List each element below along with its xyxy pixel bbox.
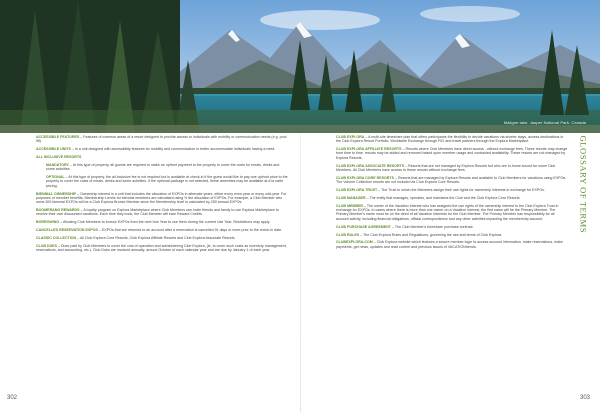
glossary-left-column [36,135,289,256]
glossary-term: CLUB DUES [36,243,57,248]
glossary-definition: – Resorts where Club Members have direct access - without exchange fees. These resorts may change from time to time, resorts may be added and removed based upon member usage and contracted availability. These resorts are not managed by Explora Resorts. [336,147,568,160]
glossary-term: BOOMERANG REWARDS [36,208,80,213]
glossary-definition: – The owner of the Vacation Interest who has assigned the use rights of the ownership interest to the Club Explora Trust in exchange for EXPOs. In cases where there is more than one owner on a Vacation Interest, the first name will be the Primary Member. The Primary Member's name must be on the deed of all Vacation Interests for the Club Member. The Primary Member has responsibility for all account activity, including financial obligations, official correspondence and any other activities impacting the membership account. [336,203,559,221]
glossary-definition: – Is a unit designed with accessibility features for mobility and communication to better accommodate individuals having a need. [70,147,276,152]
glossary-entry [336,196,568,200]
glossary-definition: – The Club Explora Rules and Regulations, governing the use and terms of Club Explora. [359,232,503,237]
glossary-term: CLUB RULES [336,232,360,237]
glossary-entry [336,147,568,160]
glossary-entry [336,164,568,173]
glossary-definition: – The entity that manages, operates, and maintains the Club and the Club Explora Core Resorts. [365,195,521,200]
glossary-term: CLUB EXPLORA AFFILIATE RESORTS [336,147,402,152]
glossary-definition: – Resorts that are not managed by Explora Resorts but who are in-home-bound for some Club Members. All Club Members have access to these resorts without exchange fees. [336,163,556,172]
glossary-definition: – Dues paid by Club Members to cover the cost of operation and administering Club Explora, (ie, to cover such costs as inventory management, reservations, and accounting, etc.). Club Dues are invoiced annually, around October of each calendar year and are due by January 1 of each year. [36,243,287,253]
glossary-term: CLUB EXPLORA [336,135,365,139]
glossary-definition: – All Club Explora Core Resorts, Club Explora Affiliate Resorts and Club Explora Associate Resorts. [76,236,236,241]
glossary-term: ACCESSIBLE UNITS [36,147,71,152]
glossary-entry [36,236,289,240]
glossary-definition: – Resorts that are managed by Explora Resorts and available to Club Members for vacations using EXPOs. The Volume Collection resorts are not included as Club Explora Core Resorts. [336,175,567,185]
page-number-right: 303 [579,395,590,401]
glossary-entry [36,135,289,144]
glossary-definition: – At this type of property, the all-inclusive fee is not required but is available at check-in if the guest would like to pay one upfront price to the property to cover the costs of meals, drinks and some activities. If the optional package is not selected, these amenities may be available at à la carte pricing. [46,175,288,188]
glossary-definition: – Ownership interest in a unit that includes the allocation of EXPOs in alternate years, either every even-year or every odd-year. For purposes of member benefits, Membership Levels for biennial members are calculated using ½ the allocation of EXPOs. For example, a Club Member who owns 300 biennial EXPOs will be a Club Explora Bronze Member since the Membership level is calculated by 250 annual EXPOs. [36,191,287,205]
glossary-entry [336,135,568,144]
glossary-term: BIENNIAL OWNERSHIP [36,191,77,196]
glossary-definition: – A loyalty program on Explora Marketplace where Club Members can invite friends and family to use Explora Marketplace to receive their own discounted vacations. Each time they book, the Club Member will earn Reward Credits. [36,208,279,217]
glossary-entry [336,176,568,185]
glossary-term: CLUB MEMBER [336,203,363,208]
glossary-definition: – At this type of property, all guests are required to make an upfront payment to the property to cover the costs for meals, drinks and some activities. [46,162,280,172]
glossary-definition: – Allowing Club Members to borrow EXPOs from the next Use Year to use them during the current Use Year. Restrictions may apply. [59,220,271,225]
glossary-term: CANCELLED RESERVATION EXPOS [36,228,98,233]
glossary-term: CLASSIC COLLECTION [36,236,77,241]
glossary-entry [336,204,568,221]
glossary-term: OPTIONAL [46,175,65,180]
glossary-term: CLUB EXPLORA ASSOCIATE RESORTS [336,163,405,168]
glossary-entry [336,240,568,249]
photo-caption: Maligne lake, Jasper National Park, Canada [503,120,586,125]
glossary-side-title [576,135,590,234]
glossary-definition: – A multi-site timeshare plan that offers participants the flexibility to decide vacations via shorter stays, access destinations in the Club Explora Resort Portfolio, Worldwide Exchange through RCI and travel partners through the Explora Marketplace. [336,135,564,144]
glossary-entry [336,188,568,192]
glossary-term: CLUB EXPLORA CORE RESORTS [336,175,394,180]
glossary-term: CLUBEXPLORA.COM [336,240,373,245]
glossary-entry [46,163,289,172]
glossary-entry [336,225,568,229]
glossary-entry [36,220,289,224]
glossary-entry [36,192,289,205]
side-title-text: GLOSSARY OF TERMS [578,135,589,234]
lake-landscape-image [0,0,600,133]
glossary-definition: – Features of common areas of a resort designed to provide access to individuals with mobility or communication needs (e.g. pool lift). [36,135,287,144]
glossary-term: CLUB PURCHASE AGREEMENT [336,224,391,229]
glossary-definition: – Club Explora website which features a secure member login to access account information, make reservations, make payments, get news, updates and read current and previous issues of VACATIONtrends. [336,240,563,249]
glossary-right-column [336,135,568,253]
glossary-entry [36,147,289,151]
glossary-definition: – EXPOs that are returned to an account after a reservation is cancelled 91 days or more prior to the check-in date. [97,228,283,233]
glossary-term: ALL INCLUSIVE RESORTS [36,155,82,160]
glossary-term: CLUB EXPLORA TRUST [336,188,378,193]
hero-photo [0,0,600,133]
glossary-entry [46,175,289,188]
glossary-term: BORROWING [36,220,60,225]
glossary-entry [36,155,289,159]
glossary-definition: – The Club Member's timeshare purchase contract. [390,224,474,229]
page-number-left: 302 [7,395,18,401]
glossary-definition: – The Trust to which the Members assign their use rights for ownership interests in exchange for EXPOs. [377,188,545,193]
glossary-term: ACCESSIBLE FEATURES [36,135,80,139]
glossary-entry [36,244,289,253]
glossary-entry [36,208,289,217]
glossary-term: CLUB MANAGER [336,195,366,200]
glossary-entry [36,228,289,232]
glossary-term: MANDATORY [46,162,69,167]
glossary-entry [336,233,568,237]
page-gutter [300,133,301,412]
